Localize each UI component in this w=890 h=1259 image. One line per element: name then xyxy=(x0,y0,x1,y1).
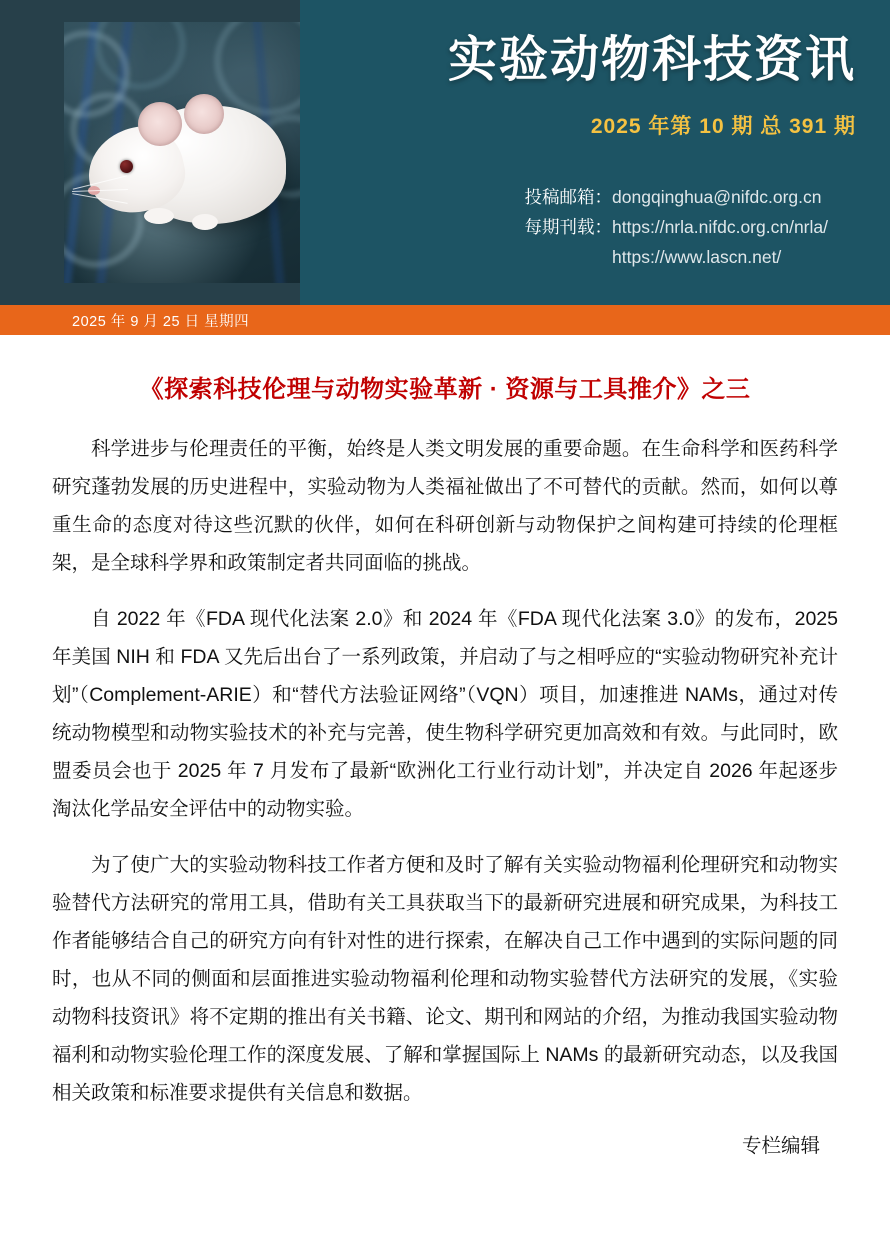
article-title: 《探索科技伦理与动物实验革新 · 资源与工具推介》之三 xyxy=(139,376,751,403)
mouse-ear-left xyxy=(138,102,182,146)
masthead-text-block xyxy=(300,0,890,305)
mouse-eye xyxy=(120,160,133,173)
contact-site-label: 每期刊载： xyxy=(524,216,613,237)
article-paragraph: 自 2022 年《FDA 现代化法案 2.0》和 2024 年《FDA 现代化法案 3.0》的发布，2025 年美国 NIH 和 FDA 又先后出台了一系列政策，并启动了与之相呼应的“实验动物研究补充计划”（Complement-ARIE）和“替代方法验证网络”（VQN）项目，加速推进 NAMs，通过对传统动物模型和动物实验技术的补充与完善，使生物科学研究更加高效和有效。与此同时，欧盟委员会也于 2025 年 7 月发布了最新“欧洲化工行业行动计划”，并决定自 2026 年起逐步淘汰化学品安全评估中的动物实验。 xyxy=(52,608,838,821)
mouse-photo xyxy=(64,22,300,283)
article-body xyxy=(0,335,890,1158)
contact-email-label: 投稿邮箱： xyxy=(524,186,613,207)
article-signature: 专栏编辑 xyxy=(741,1135,820,1158)
mouse-paw xyxy=(144,208,174,224)
contact-site-row-2 xyxy=(525,242,828,272)
white-mouse-illustration xyxy=(82,80,292,250)
contact-site-url-1[interactable]: https://nrla.nifdc.org.cn/nrla/ xyxy=(612,216,828,237)
contact-block xyxy=(525,182,828,272)
contact-email-value[interactable]: dongqinghua@nifdc.org.cn xyxy=(612,186,822,207)
mouse-paw xyxy=(192,214,218,230)
contact-email-row xyxy=(525,182,828,212)
contact-site-url-2[interactable]: https://www.lascn.net/ xyxy=(612,247,782,268)
article-paragraph: 为了使广大的实验动物科技工作者方便和及时了解有关实验动物福利伦理研究和动物实验替代方法研究的常用工具，借助有关工具获取当下的最新研究进展和研究成果，为科技工作者能够结合自己的研究方向有针对性的进行探索，在解决自己工作中遇到的实际问题的同时，也从不同的侧面和层面推进实验动物福利伦理和动物实验替代方法研究的发展，《实验动物科技资讯》将不定期的推出有关书籍、论文、期刊和网站的介绍，为推动我国实验动物福利和动物实验伦理工作的深度发展、了解和掌握国际上 NAMs 的最新研究动态，以及我国相关政策和标准要求提供有关信息和数据。 xyxy=(52,854,838,1105)
journal-title: 实验动物科技资讯 xyxy=(447,33,856,87)
publish-date: 2025 年 9 月 25 日 星期四 xyxy=(72,313,250,330)
masthead xyxy=(0,0,890,305)
issue-number: 2025 年第 10 期 总 391 期 xyxy=(590,114,856,138)
date-bar xyxy=(0,305,890,335)
masthead-photo xyxy=(0,0,300,305)
article-paragraph: 科学进步与伦理责任的平衡，始终是人类文明发展的重要命题。在生命科学和医药科学研究蓬勃发展的历史进程中，实验动物为人类福祉做出了不可替代的贡献。然而，如何以尊重生命的态度对待这些沉默的伙伴，如何在科研创新与动物保护之间构建可持续的伦理框架，是全球科学界和政策制定者共同面临的挑战。 xyxy=(52,438,838,575)
mouse-ear-right xyxy=(184,94,224,134)
contact-site-row-1 xyxy=(525,212,828,242)
